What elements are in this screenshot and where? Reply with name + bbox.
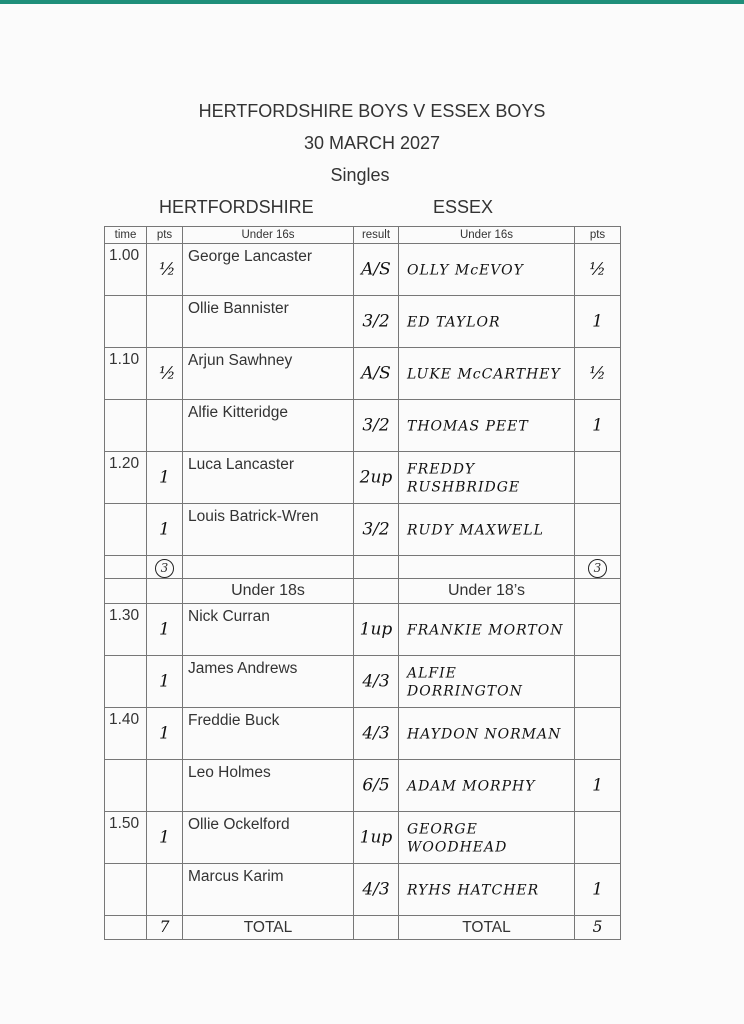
time-column-header: time bbox=[105, 227, 147, 244]
match-row bbox=[105, 656, 621, 708]
away-player bbox=[399, 656, 575, 708]
home-player: Ollie Ockelford bbox=[183, 812, 354, 864]
match-time: 1.00 bbox=[105, 244, 147, 296]
u16-home-subtotal bbox=[147, 556, 183, 579]
match-row bbox=[105, 708, 621, 760]
away-player-text: THOMAS PEET bbox=[407, 418, 529, 435]
home-points-text: 1 bbox=[159, 467, 170, 488]
match-time: 1.30 bbox=[105, 604, 147, 656]
result-column-header: result bbox=[354, 227, 399, 244]
totals-time-cell bbox=[105, 916, 147, 940]
match-row bbox=[105, 864, 621, 916]
match-row bbox=[105, 604, 621, 656]
subtotal-result-cell bbox=[354, 556, 399, 579]
away-player bbox=[399, 296, 575, 348]
away-player-text: FRANKIE MORTON bbox=[407, 622, 564, 639]
match-result bbox=[354, 864, 399, 916]
away-points bbox=[575, 348, 621, 400]
match-row bbox=[105, 348, 621, 400]
home-points bbox=[147, 504, 183, 556]
home-points-text: 1 bbox=[159, 619, 170, 640]
match-time: 1.50 bbox=[105, 812, 147, 864]
match-time bbox=[105, 296, 147, 348]
away-points bbox=[575, 760, 621, 812]
home-player: Nick Curran bbox=[183, 604, 354, 656]
sub-time-cell bbox=[105, 579, 147, 604]
match-date: 30 MARCH 2027 bbox=[303, 133, 441, 153]
away-player-text: ED TAYLOR bbox=[407, 314, 501, 331]
away-total-label: TOTAL bbox=[399, 916, 575, 940]
away-player-text: RUDY MAXWELL bbox=[407, 522, 544, 539]
match-time: 1.20 bbox=[105, 452, 147, 504]
away-points bbox=[575, 812, 621, 864]
match-result bbox=[354, 604, 399, 656]
match-row bbox=[105, 812, 621, 864]
u16-away-subtotal bbox=[575, 556, 621, 579]
home-points-text: ½ bbox=[159, 259, 176, 280]
home-total-points bbox=[147, 916, 183, 940]
away-points-text: ½ bbox=[589, 259, 606, 280]
home-player: Leo Holmes bbox=[183, 760, 354, 812]
match-result-text: 4/3 bbox=[362, 723, 390, 744]
home-player: Marcus Karim bbox=[183, 864, 354, 916]
u16-away-subtotal-text: 3 bbox=[588, 559, 607, 578]
home-player: George Lancaster bbox=[183, 244, 354, 296]
away-points bbox=[575, 504, 621, 556]
home-points bbox=[147, 708, 183, 760]
match-result bbox=[354, 452, 399, 504]
home-player: Arjun Sawhney bbox=[183, 348, 354, 400]
match-result-text: 4/3 bbox=[362, 879, 390, 900]
home-points bbox=[147, 812, 183, 864]
u18-away-group-label: Under 18’s bbox=[399, 579, 575, 604]
away-player bbox=[399, 864, 575, 916]
sub-pts-cell bbox=[147, 579, 183, 604]
home-group-column-header: Under 16s bbox=[183, 227, 354, 244]
away-player bbox=[399, 760, 575, 812]
match-time bbox=[105, 656, 147, 708]
home-player: Louis Batrick-Wren bbox=[183, 504, 354, 556]
away-player bbox=[399, 452, 575, 504]
away-player-text: LUKE McCARTHEY bbox=[407, 366, 561, 383]
match-result-text: A/S bbox=[361, 363, 391, 384]
home-points bbox=[147, 244, 183, 296]
u18-home-group-label: Under 18s bbox=[183, 579, 354, 604]
away-points bbox=[575, 296, 621, 348]
home-player: Ollie Bannister bbox=[183, 296, 354, 348]
home-total-points-text: 7 bbox=[159, 918, 170, 937]
match-result-text: 1up bbox=[359, 827, 393, 848]
away-player bbox=[399, 812, 575, 864]
u16-subtotal-row bbox=[105, 556, 621, 579]
match-row bbox=[105, 504, 621, 556]
away-player bbox=[399, 708, 575, 760]
home-total-label: TOTAL bbox=[183, 916, 354, 940]
home-points bbox=[147, 348, 183, 400]
match-time bbox=[105, 760, 147, 812]
match-title: HERTFORDSHIRE BOYS V ESSEX BOYS bbox=[198, 101, 546, 121]
home-player: Alfie Kitteridge bbox=[183, 400, 354, 452]
away-points bbox=[575, 656, 621, 708]
away-player bbox=[399, 348, 575, 400]
home-player: Freddie Buck bbox=[183, 708, 354, 760]
match-result-text: 3/2 bbox=[362, 519, 390, 540]
away-player-text: GEORGE WOODHEAD bbox=[407, 821, 508, 855]
match-row bbox=[105, 400, 621, 452]
match-row bbox=[105, 244, 621, 296]
home-points bbox=[147, 400, 183, 452]
sub-result-cell bbox=[354, 579, 399, 604]
scorecard-table bbox=[104, 226, 621, 940]
home-points bbox=[147, 656, 183, 708]
match-result bbox=[354, 760, 399, 812]
match-time bbox=[105, 400, 147, 452]
away-player-text: ALFIE DORRINGTON bbox=[407, 665, 523, 699]
match-time bbox=[105, 504, 147, 556]
away-total-points-text: 5 bbox=[592, 918, 603, 937]
home-points bbox=[147, 296, 183, 348]
away-points bbox=[575, 708, 621, 760]
away-points-text: ½ bbox=[589, 363, 606, 384]
away-points-text: 1 bbox=[592, 415, 603, 436]
home-points-text: 1 bbox=[159, 827, 170, 848]
match-row bbox=[105, 296, 621, 348]
match-result bbox=[354, 244, 399, 296]
away-pts-column-header: pts bbox=[575, 227, 621, 244]
away-total-points bbox=[575, 916, 621, 940]
away-points-text: 1 bbox=[592, 311, 603, 332]
match-time: 1.40 bbox=[105, 708, 147, 760]
match-result-text: 2up bbox=[359, 467, 393, 488]
match-time bbox=[105, 864, 147, 916]
match-result bbox=[354, 348, 399, 400]
away-group-column-header: Under 16s bbox=[399, 227, 575, 244]
away-player-text: HAYDON NORMAN bbox=[407, 726, 562, 743]
away-points bbox=[575, 400, 621, 452]
match-row bbox=[105, 452, 621, 504]
away-team-name: ESSEX bbox=[433, 197, 494, 217]
sub-away-pts-cell bbox=[575, 579, 621, 604]
match-result-text: 1up bbox=[359, 619, 393, 640]
away-points-text: 1 bbox=[592, 879, 603, 900]
match-format: Singles bbox=[330, 165, 390, 185]
away-player-text: OLLY McEVOY bbox=[407, 262, 524, 279]
away-player-text: FREDDY RUSHBRIDGE bbox=[407, 461, 521, 495]
u18-section-header bbox=[105, 579, 621, 604]
table-header-row bbox=[105, 227, 621, 244]
totals-result-cell bbox=[354, 916, 399, 940]
subtotal-home-name-cell bbox=[183, 556, 354, 579]
away-player bbox=[399, 400, 575, 452]
home-points bbox=[147, 452, 183, 504]
home-points-text: 1 bbox=[159, 671, 170, 692]
home-player: James Andrews bbox=[183, 656, 354, 708]
home-points bbox=[147, 864, 183, 916]
home-points bbox=[147, 604, 183, 656]
match-result-text: A/S bbox=[361, 259, 391, 280]
away-player bbox=[399, 504, 575, 556]
away-points bbox=[575, 452, 621, 504]
away-player bbox=[399, 244, 575, 296]
match-result bbox=[354, 656, 399, 708]
away-player-text: ADAM MORPHY bbox=[407, 778, 536, 795]
match-result bbox=[354, 504, 399, 556]
away-points bbox=[575, 604, 621, 656]
away-points bbox=[575, 244, 621, 296]
scan-edge bbox=[0, 0, 744, 4]
match-row bbox=[105, 760, 621, 812]
home-pts-column-header: pts bbox=[147, 227, 183, 244]
home-player: Luca Lancaster bbox=[183, 452, 354, 504]
match-result bbox=[354, 296, 399, 348]
away-player-text: RYHS HATCHER bbox=[407, 882, 540, 899]
totals-row bbox=[105, 916, 621, 940]
away-player bbox=[399, 604, 575, 656]
home-points-text: ½ bbox=[159, 363, 176, 384]
away-points-text: 1 bbox=[592, 775, 603, 796]
subtotal-time-cell bbox=[105, 556, 147, 579]
match-result-text: 3/2 bbox=[362, 311, 390, 332]
away-points bbox=[575, 864, 621, 916]
match-result-text: 4/3 bbox=[362, 671, 390, 692]
match-result-text: 6/5 bbox=[362, 775, 390, 796]
u16-home-subtotal-text: 3 bbox=[155, 559, 174, 578]
subtotal-away-name-cell bbox=[399, 556, 575, 579]
match-result bbox=[354, 708, 399, 760]
match-time: 1.10 bbox=[105, 348, 147, 400]
match-result-text: 3/2 bbox=[362, 415, 390, 436]
match-result bbox=[354, 812, 399, 864]
home-points-text: 1 bbox=[159, 723, 170, 744]
home-points bbox=[147, 760, 183, 812]
home-team-name: HERTFORDSHIRE bbox=[159, 197, 314, 217]
match-result bbox=[354, 400, 399, 452]
home-points-text: 1 bbox=[159, 519, 170, 540]
